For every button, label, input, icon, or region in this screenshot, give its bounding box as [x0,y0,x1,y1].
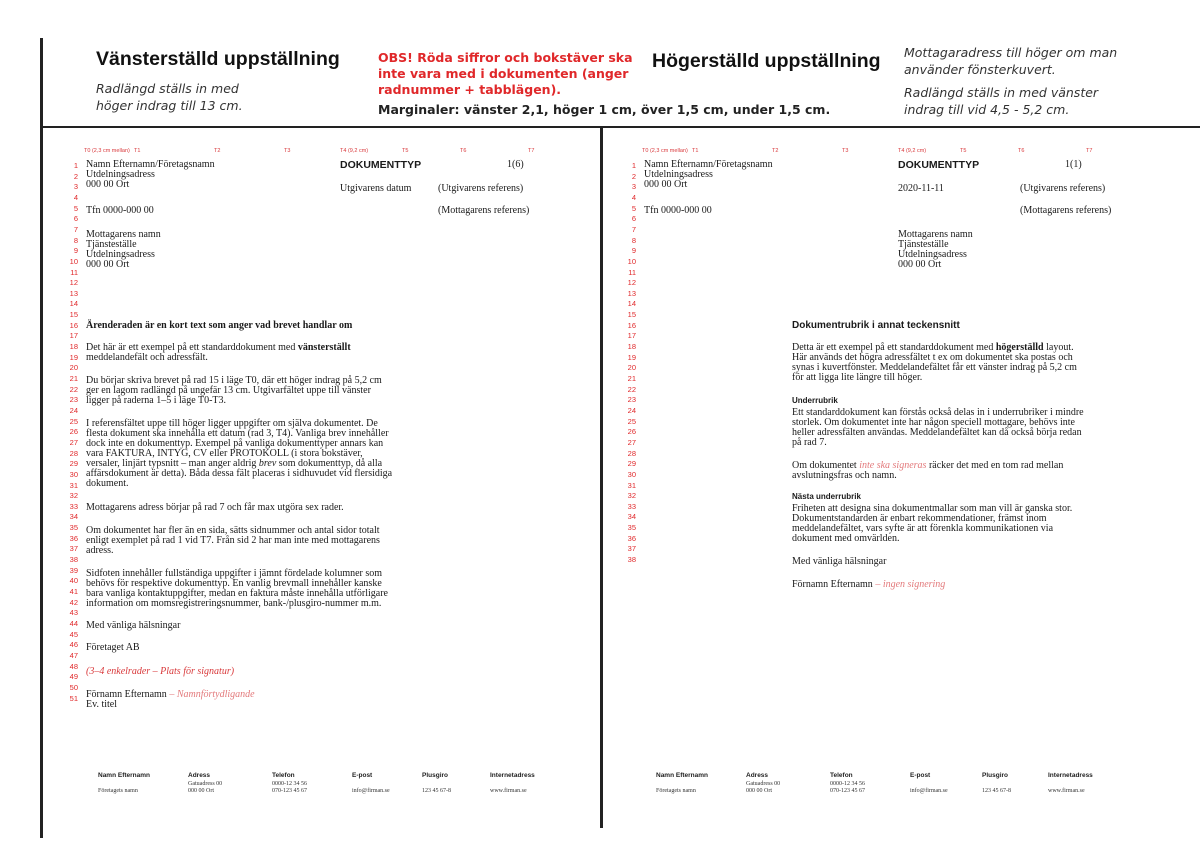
line-number: 23 [69,395,78,405]
paragraph-line: synas i kuvertfönster. Meddelandefältet får ett vänster indrag på 5,2 cm [792,362,1077,373]
line-number: 21 [627,374,636,383]
line-number: 1 [631,161,636,170]
tab-label: T6 [1018,148,1025,154]
paragraph-line: Om dokumentet har fler än en sida, sätts sidnummer och antal sidor totalt [86,525,380,536]
tab-label: T6 [460,148,467,154]
left-document-page [62,140,592,830]
paragraph-line: ligger på raderna 1–5 i läge T0-T3. [86,395,227,406]
subject-line: Ärenderaden är en kort text som anger vad brevet handlar om [86,320,353,331]
line-number: 49 [69,672,78,682]
tab-label: T1 [134,148,141,154]
red-notice-line-1: OBS! Röda siffror och bokstäver ska [378,50,633,65]
footer-value: Företagets namn [98,788,138,794]
sender-city: 000 00 Ort [86,179,130,190]
line-number: 24 [69,405,78,415]
recipient-street: Utdelningsadress [86,249,155,260]
line-number: 19 [627,352,636,362]
line-number: 14 [627,299,636,309]
text-span: versaler, linjärt typsnitt – man anger aldrig [86,458,259,469]
footer-value: info@firman.se [910,788,948,794]
issuer-reference: (Utgivarens referens) [1020,183,1106,194]
text-span: layout. [1043,342,1074,353]
line-number: 46 [69,640,78,650]
tab-label: T4 (9,2 cm) [340,148,369,154]
text-span: Detta är ett exempel på ett standarddokument med [792,342,996,353]
footer-value: Företagets namn [656,788,696,794]
signer-note: – ingen signering [872,579,946,590]
line-number: 3 [631,182,636,192]
line-number: 25 [69,416,78,426]
line-number: 8 [73,235,78,245]
paragraph-line: Friheten att designa sina dokumentmallar som man vill är ganska stor. [792,503,1073,514]
text-span-italic: brev [258,458,277,469]
line-number: 30 [69,469,78,479]
line-number: 6 [631,214,636,224]
text-span: Det här är ett exempel på ett standarddokument med [86,342,298,353]
line-number: 9 [73,246,78,256]
line-number: 2 [631,171,636,181]
line-number: 34 [69,512,78,522]
line-number: 10 [69,256,78,266]
line-number: 5 [631,203,636,213]
paragraph-line: ger en lagom radlängd på ungefär 13 cm. Utgivarfältet uppe till vänster [86,385,371,396]
footer-value [188,781,222,795]
signature-placeholder: (3–4 enkelrader – Plats för signatur) [86,666,235,677]
line-number: 32 [627,491,636,501]
paragraph-line: vara FAKTURA, INTYG, CV eller PROTOKOLL (i stora bokstäver, [86,448,363,459]
line-number: 50 [69,682,78,692]
line-number: 23 [627,395,636,405]
paragraph-line: Dokumentstandarden är enbart rekommendationer, främst inom [792,513,1047,524]
line-number: 22 [69,384,78,394]
left-layout-title: Vänsterställd uppställning [96,48,340,70]
line-number: 12 [627,278,636,288]
paragraph-line: på rad 7. [792,437,827,448]
paragraph-line: avslutningsfras och namn. [792,470,897,481]
text-span-bold: vänsterställt [297,342,351,353]
footer-phone: 0000-12 34 56 [830,781,865,787]
paragraph-line: Mottagarens adress börjar på rad 7 och får max utgöra sex rader. [86,502,344,513]
tab-label: T0 (2,3 cm mellan) [642,148,688,154]
line-number: 38 [69,555,78,565]
paragraph-line: Ett standarddokument kan förstås också delas in i underrubriker i mindre [792,407,1084,418]
page-number: 1(6) [507,159,524,170]
line-number: 26 [69,427,78,437]
line-number: 17 [69,331,78,341]
line-number: 43 [69,608,78,618]
text-span: räcker det med en tom rad mellan [926,460,1064,471]
text-span-bold: högerställd [995,342,1044,353]
paragraph-line: behövs för respektive dokumenttyp. En vanlig brevmall innehåller kanske [86,578,382,589]
recipient-name: Mottagarens namn [86,229,161,240]
red-notice-line-2: inte vara med i dokumenten (anger [378,66,629,81]
tab-label: T2 [772,148,779,154]
signer-title: Ev. titel [86,699,118,710]
footer-phone: 0000-12 34 56 [272,781,307,787]
recipient-city: 000 00 Ort [898,259,942,270]
line-number: 29 [69,459,78,469]
left-note-line-2: höger indrag till 13 cm. [96,98,243,113]
recipient-unit: Tjänsteställe [898,239,949,250]
footer-value: www.firman.se [1048,788,1085,794]
line-number: 37 [627,544,636,554]
footer-value: www.firman.se [490,788,527,794]
footer-heading: Plusgiro [982,772,1009,779]
right-note-line-1: Mottagaradress till höger om man [904,45,1118,60]
sender-street: Utdelningsadress [86,169,155,180]
right-document-page [620,140,1180,830]
document-date: 2020-11-11 [898,183,944,194]
recipient-reference: (Mottagarens referens) [438,205,530,216]
subheading: Nästa underrubrik [792,492,861,501]
paragraph-line: storlek. Om dokumentet inte har någon speciell mottagare, behövs inte [792,417,1075,428]
issuer-date: Utgivarens datum [340,183,412,194]
line-number: 13 [627,288,636,298]
left-note-line-1: Radlängd ställs in med [96,81,239,96]
paragraph-line: enligt exemplet på rad 1 vid T7. Från sid 2 har man inte med mottagarens [86,535,380,546]
tab-label: T4 (9,2 cm) [898,148,927,154]
line-number: 20 [627,363,636,373]
line-number: 4 [631,192,636,202]
line-number: 48 [69,661,78,671]
line-number: 36 [69,533,78,543]
line-number: 35 [69,523,78,533]
closing-greeting: Med vänliga hälsningar [86,620,181,631]
tab-label: T0 (2,3 cm mellan) [84,148,130,154]
frame-header-divider [40,126,1200,128]
line-number: 45 [69,629,78,639]
right-note-line-2: använder fönsterkuvert. [904,62,1056,77]
line-number: 31 [69,480,78,490]
signer-line [792,580,945,590]
line-number: 15 [627,310,636,320]
line-number: 29 [627,459,636,469]
right-note-line-3: Radlängd ställs in med vänster [904,85,1099,100]
left-layout-note [96,80,243,114]
document-heading: Dokumentrubrik i annat teckensnitt [792,320,960,331]
line-number: 18 [69,342,78,352]
line-number: 3 [73,182,78,192]
document-type: DOKUMENTTYP [898,159,980,171]
line-number: 39 [69,565,78,575]
paragraph-line: Här används det högra adressfältet t ex om dokumentet ska postas och [792,352,1073,363]
tab-label: T5 [402,148,409,154]
tab-stop-ruler [84,148,592,158]
sender-phone: Tfn 0000-000 00 [86,205,154,216]
line-number: 42 [69,597,78,607]
paragraph-line: dokument med omvärlden. [792,533,900,544]
line-number: 40 [69,576,78,586]
recipient-street: Utdelningsadress [898,249,967,260]
subheading: Underrubrik [792,396,838,405]
line-number: 35 [627,523,636,533]
signer-note: – Namnförtydligande [166,689,255,700]
line-number: 6 [73,214,78,224]
line-number: 18 [627,342,636,352]
document-type: DOKUMENTTYP [340,159,422,171]
footer-mobile: 070-123 45 67 [830,788,865,794]
paragraph-line: Du börjar skriva brevet på rad 15 i läge T0, där ett höger indrag på 5,2 cm [86,375,382,386]
line-number: 30 [627,469,636,479]
tab-label: T1 [692,148,699,154]
line-number: 11 [628,267,636,277]
paragraph-line: dock inte en dokumenttyp. Exempel på vanliga dokumenttyper annars kan [86,438,384,449]
line-number: 8 [631,235,636,245]
footer-heading: Plusgiro [422,772,449,779]
paragraph-line: adress. [86,545,114,556]
line-number: 44 [69,618,78,628]
line-number: 25 [627,416,636,426]
line-number: 7 [631,224,636,234]
line-number: 21 [69,374,78,383]
footer-value: 123 45 67-8 [422,788,451,794]
tab-label: T3 [284,148,291,154]
footer-mobile: 070-123 45 67 [272,788,307,794]
line-number: 38 [627,555,636,565]
text-span-italic: inte ska signeras [859,460,927,471]
tab-label: T5 [960,148,967,154]
line-number: 33 [69,501,78,511]
paragraph-line: för att ligga lite längre till höger. [792,372,923,383]
line-number: 10 [627,256,636,266]
line-number: 36 [627,533,636,543]
footer-heading: Internetadress [490,772,535,779]
line-number: 13 [69,288,78,298]
line-number: 41 [69,587,78,596]
paragraph-line: I referensfältet uppe till höger ligger uppgifter om själva dokumentet. De [86,418,378,429]
footer-heading: Telefon [272,772,295,779]
footer-value [272,781,307,795]
recipient-reference: (Mottagarens referens) [1020,205,1112,216]
line-number: 11 [70,267,78,277]
tab-stop-ruler [642,148,1180,158]
recipient-name: Mottagarens namn [898,229,973,240]
footer-city: 000 00 Ort [746,788,772,794]
recipient-unit: Tjänsteställe [86,239,137,250]
line-number: 27 [69,437,78,447]
paragraph-line: affärsdokument är detta). Båda dessa fält placeras i sidhuvudet vid flersidiga [86,468,393,479]
company-name: Företaget AB [86,642,140,653]
closing-greeting: Med vänliga hälsningar [792,556,887,567]
sender-name: Namn Efternamn/Företagsnamn [86,159,215,170]
line-number: 26 [627,427,636,437]
line-number: 4 [73,192,78,202]
line-number: 34 [627,512,636,522]
footer-heading: Namn Efternamn [98,772,151,779]
issuer-reference: (Utgivarens referens) [438,183,524,194]
footer-street: Gatuadress 00 [746,781,781,787]
recipient-city: 000 00 Ort [86,259,130,270]
line-number: 51 [69,693,78,703]
frame-page-divider [600,128,603,828]
footer-heading: Adress [746,772,769,779]
red-notice-line-3: radnummer + tabblägen). [378,82,562,97]
footer-street: Gatuadress 00 [188,781,223,787]
footer-value [746,781,780,795]
line-number: 7 [73,224,78,234]
line-number: 28 [69,448,78,458]
footer-value: info@firman.se [352,788,390,794]
paragraph-line: dokument. [86,478,129,489]
line-number: 9 [631,246,636,256]
paragraph-line: meddelandefältet, vars syfte är att förenkla kommunikationen via [792,523,1054,534]
signer-name: Förnamn Efternamn [792,579,873,590]
tab-label: T7 [528,148,535,154]
text-span: Om dokumentet [792,460,860,471]
margins-note: Marginaler: vänster 2,1, höger 1 cm, över 1,5 cm, under 1,5 cm. [378,102,831,117]
line-number: 1 [73,161,78,170]
right-layout-note [904,44,1117,118]
footer-heading: Internetadress [1048,772,1093,779]
footer-heading: Namn Efternamn [656,772,709,779]
sender-name: Namn Efternamn/Företagsnamn [644,159,773,170]
line-number: 5 [73,203,78,213]
paragraph-line: meddelandefält och adressfält. [86,352,208,363]
paragraph-line: bara vanliga kontaktuppgifter, medan en faktura måste innehålla utförligare [86,588,388,599]
line-number: 12 [69,278,78,288]
footer-heading: E-post [910,772,931,779]
line-number: 37 [69,544,78,554]
tab-label: T3 [842,148,849,154]
right-layout-title: Högerställd uppställning [652,50,881,72]
line-number: 20 [69,363,78,373]
footer-heading: Telefon [830,772,853,779]
page-number: 1(1) [1065,159,1082,170]
right-note-line-4: indrag till vid 4,5 - 5,2 cm. [904,102,1070,117]
line-number: 14 [69,299,78,309]
paragraph-line: information om momsregistreringsnummer, bank-/plusgiro-nummer m.m. [86,598,382,609]
signer-name: Förnamn Efternamn [86,689,167,700]
footer-heading: Adress [188,772,211,779]
footer-value: 123 45 67-8 [982,788,1011,794]
footer-value [830,781,865,795]
line-number: 33 [627,501,636,511]
paragraph-line: flesta dokument ska innehålla ett datum (rad 3, T4). Vanliga brev innehåller [86,428,389,439]
line-number: 47 [69,650,78,660]
frame-left-border [40,38,43,838]
line-number: 16 [627,320,636,330]
footer-heading: E-post [352,772,373,779]
red-notice [378,50,633,98]
text-span: som dokumenttyp, då alla [276,458,383,469]
paragraph-line: Sidfoten innehåller fullständiga uppgifter i jämnt fördelade kolumner som [86,568,383,579]
line-number: 2 [73,171,78,181]
line-number: 24 [627,405,636,415]
line-number: 15 [69,310,78,320]
tab-label: T2 [214,148,221,154]
line-number: 16 [69,320,78,330]
line-number: 27 [627,437,636,447]
sender-phone: Tfn 0000-000 00 [644,205,712,216]
sender-city: 000 00 Ort [644,179,688,190]
line-number: 31 [627,480,636,490]
line-number: 22 [627,384,636,394]
line-number: 28 [627,448,636,458]
line-number: 32 [69,491,78,501]
footer-city: 000 00 Ort [188,788,214,794]
tab-label: T7 [1086,148,1093,154]
line-number: 19 [69,352,78,362]
line-number: 17 [627,331,636,341]
sender-street: Utdelningsadress [644,169,713,180]
paragraph-line: heller adressfälten användas. Meddelandefältet kan då också börja redan [792,427,1082,438]
